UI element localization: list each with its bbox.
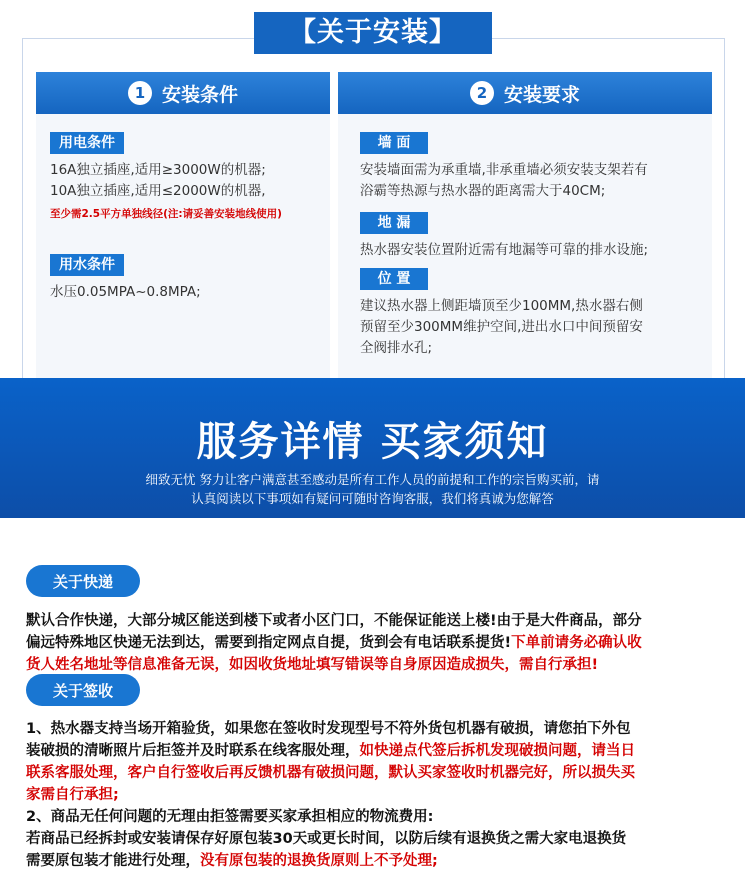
- banner-title: 服务详情 买家须知: [196, 419, 549, 465]
- drain-tag: 地 漏: [360, 212, 428, 234]
- banner-subtitle: [90, 470, 655, 508]
- delivery-line-2-warning: 下单前请务必确认收: [511, 635, 642, 651]
- delivery-line-2: [26, 632, 706, 654]
- install-conditions-heading: 安装条件: [161, 83, 238, 106]
- install-section: [0, 0, 745, 378]
- water-line-1: 水压0.05MPA~0.8MPA;: [50, 284, 201, 300]
- power-condition-tag: 用电条件: [50, 132, 124, 154]
- drain-line-1: 热水器安装位置附近需有地漏等可靠的排水设施;: [360, 242, 649, 258]
- install-requirements-header: [338, 72, 712, 114]
- step-number-badge: 1: [128, 81, 152, 105]
- step-number-badge: 2: [470, 81, 494, 105]
- delivery-line-1: 默认合作快递，大部分城区能送到楼下或者小区门口，不能保证能送上楼!由于是大件商品，部分: [26, 613, 642, 629]
- install-requirements-heading: 安装要求: [503, 83, 580, 106]
- water-condition-tag: 用水条件: [50, 254, 124, 276]
- install-conditions-panel: [36, 72, 330, 378]
- receipt-p2-line-3-text: 需要原包装才能进行处理，: [26, 853, 200, 869]
- delivery-line-2-text: 偏远特殊地区快递无法到达，需要到指定网点自提，货到会有电话联系提货!: [26, 635, 512, 651]
- service-banner: [0, 378, 745, 518]
- banner-sub-line-1: 细致无忧 努力让客户满意甚至感动是所有工作人员的前提和工作的宗旨购买前，请: [145, 472, 600, 487]
- power-warning: 至少需2.5平方单独线径(注:请妥善安装地线使用): [50, 208, 282, 220]
- receipt-p1-line-4-warning: 家需自行承担;: [26, 787, 119, 803]
- receipt-paragraph: [26, 718, 706, 871]
- delivery-paragraph: [26, 610, 706, 676]
- receipt-p1-line-3-warning: 联系客服处理，客户自行签收后再反馈机器有破损问题，默认买家签收时机器完好，所以损失买: [26, 765, 635, 781]
- wall-line-2: 浴霸等热源与热水器的距离需大于40CM;: [360, 183, 606, 199]
- receipt-p2-line-1: 2、商品无任何问题的无理由拒签需要买家承担相应的物流费用:: [26, 809, 434, 825]
- position-line-1: 建议热水器上侧距墙顶至少100MM,热水器右侧: [360, 298, 643, 314]
- install-requirements-panel: [338, 72, 712, 378]
- delivery-label: 关于快递: [26, 565, 140, 597]
- banner-sub-line-2: 认真阅读以下事项如有疑问可随时咨询客服，我们将真诚为您解答: [191, 491, 554, 506]
- install-conditions-header: [36, 72, 330, 114]
- install-title: 【关于安装】: [254, 12, 492, 54]
- power-line-2: 10A独立插座,适用≤2000W的机器,: [50, 183, 266, 199]
- wall-line-1: 安装墙面需为承重墙,非承重墙必须安装支架若有: [360, 162, 648, 178]
- position-line-3: 全阀排水孔;: [360, 340, 433, 356]
- receipt-p2-line-3: [26, 850, 706, 871]
- receipt-p1-line-2: [26, 740, 706, 762]
- delivery-line-3-warning: 货人姓名地址等信息准备无误，如因收货地址填写错误等自身原因造成损失，需自行承担!: [26, 657, 599, 673]
- wall-tag: 墙 面: [360, 132, 428, 154]
- receipt-p1-line-2-text: 装破损的清晰照片后拒签并及时联系在线客服处理，: [26, 743, 360, 759]
- receipt-label: 关于签收: [26, 674, 140, 706]
- position-tag: 位 置: [360, 268, 428, 290]
- receipt-p1-line-2-warning: 如快递点代签后拆机发现破损问题，请当日: [359, 743, 635, 759]
- power-line-1: 16A独立插座,适用≥3000W的机器;: [50, 162, 266, 178]
- position-line-2: 预留至少300MM维护空间,进出水口中间预留安: [360, 319, 643, 335]
- receipt-p2-line-2: 若商品已经拆封或安装请保存好原包装30天或更长时间，以防后续有退换货之需大家电退换货: [26, 831, 627, 847]
- receipt-p1-line-1: 1、热水器支持当场开箱验货，如果您在签收时发现型号不符外货包机器有破损，请您拍下外包: [26, 721, 631, 737]
- receipt-p2-line-3-warning: 没有原包装的退换货原则上不予处理;: [200, 853, 438, 869]
